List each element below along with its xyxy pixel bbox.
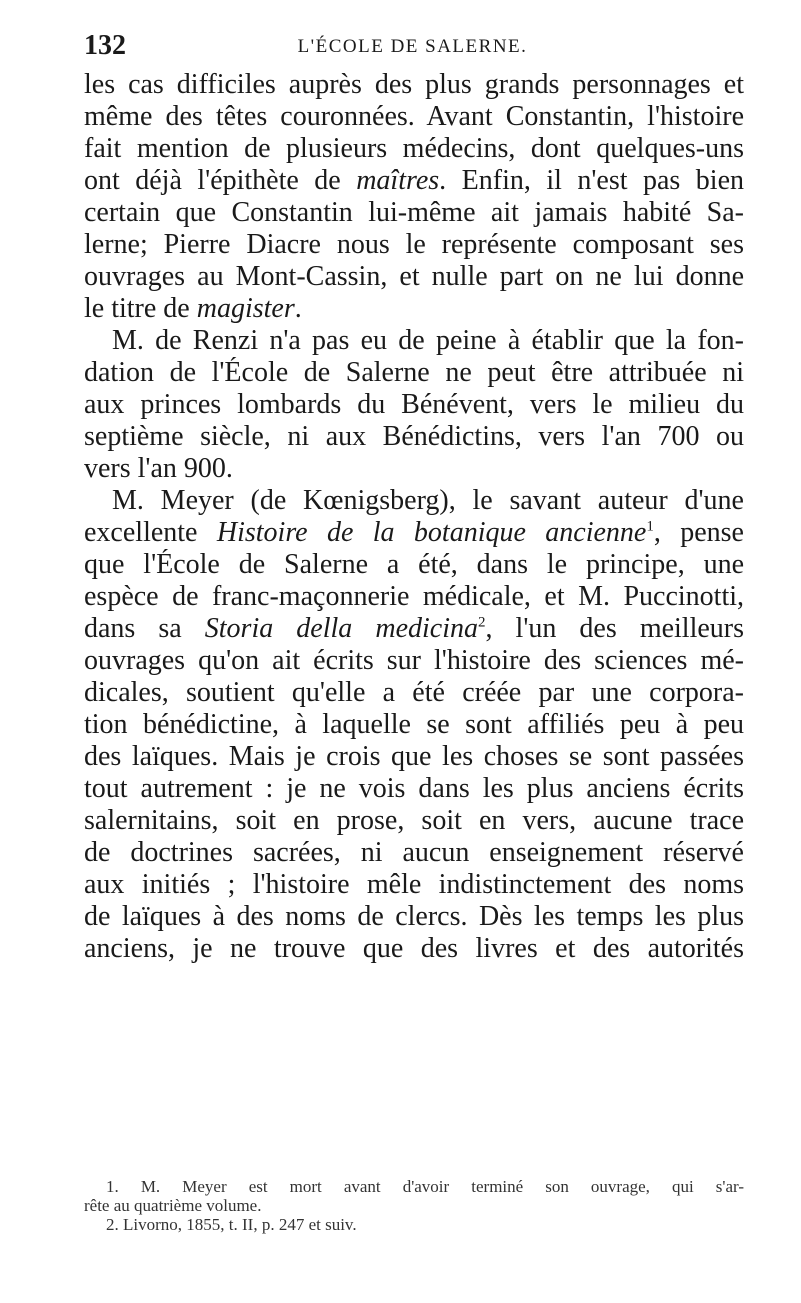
text-line: salernitains, soit en prose, soit en vers, aucune trace (84, 805, 744, 836)
text-line: de laïques à des noms de clercs. Dès les temps les plus (84, 901, 744, 932)
text-line: dans sa Storia della medicina$^2$, l'un des meilleurs (84, 613, 744, 644)
text-line: que l'École de Salerne a été, dans le principe, une (84, 549, 744, 580)
text-line: ont déjà l'épithète de maîtres. Enfin, il n'est pas bien (84, 165, 744, 196)
italic-title: Histoire de la botanique ancienne (216, 517, 647, 548)
text-line: espèce de franc-maçonnerie médicale, et M. Puccinotti, (84, 581, 744, 612)
text-line: certain que Constantin lui-même ait jamais habité Sa- (84, 197, 744, 228)
text-line: fait mention de plusieurs médecins, dont quelques-uns (84, 133, 744, 164)
footnote-1: 1. M. Meyer est mort avant d'avoir terminé son ouvrage, qui s'ar- (106, 1177, 744, 1196)
text-line: le titre de magister. (84, 293, 302, 324)
text-line: les cas difficiles auprès des plus grands personnages et (84, 69, 744, 100)
text-line: même des têtes couronnées. Avant Constantin, l'histoire (84, 101, 744, 132)
running-head: L'ÉCOLE DE SALERNE. (297, 36, 528, 57)
page-header (84, 30, 741, 64)
footnote-ref: 2 (477, 614, 486, 631)
text-line: ouvrages qu'on ait écrits sur l'histoire des sciences mé- (84, 645, 744, 676)
footnote-1-cont: rête au quatrième volume. (84, 1196, 262, 1215)
text-line: M. Meyer (de Kœnigsberg), le savant auteur d'une (112, 485, 744, 516)
text-line: anciens, je ne trouve que des livres et des autorités (84, 933, 744, 964)
text-line: excellente Histoire de la botanique ancienne$^1$, pense (84, 517, 744, 548)
text-line: tout autrement : je ne vois dans les plus anciens écrits (84, 773, 744, 804)
text-line: tion bénédictine, à laquelle se sont affiliés peu à peu (84, 709, 744, 740)
text-line: septième siècle, ni aux Bénédictins, vers l'an 700 ou (84, 421, 744, 452)
text-line: vers l'an 900. (84, 453, 233, 484)
italic-term: maîtres (356, 165, 440, 196)
body-text (84, 69, 744, 965)
text-line: dation de l'École de Salerne ne peut être attribuée ni (84, 357, 744, 388)
text-line: ouvrages au Mont-Cassin, et nulle part on ne lui donne (84, 261, 744, 292)
italic-term: magister (196, 293, 295, 324)
text-line: des laïques. Mais je crois que les choses se sont passées (84, 741, 744, 772)
text-line: de doctrines sacrées, ni aucun enseignement réservé (84, 837, 744, 868)
text-line: lerne; Pierre Diacre nous le représente composant ses (84, 229, 744, 260)
text-line: dicales, soutient qu'elle a été créée par une corpora- (84, 677, 744, 708)
italic-title: Storia della medicina (204, 613, 478, 644)
footnote-2: 2. Livorno, 1855, t. II, p. 247 et suiv. (106, 1215, 357, 1234)
footnote-ref: 1 (646, 518, 654, 535)
page-number: 132 (84, 30, 126, 61)
text-line: aux initiés ; l'histoire mêle indistinctement des noms (84, 869, 744, 900)
text-line: M. de Renzi n'a pas eu de peine à établir que la fon- (112, 325, 744, 356)
footnotes (84, 1177, 744, 1234)
text-line: aux princes lombards du Bénévent, vers le milieu du (84, 389, 744, 420)
